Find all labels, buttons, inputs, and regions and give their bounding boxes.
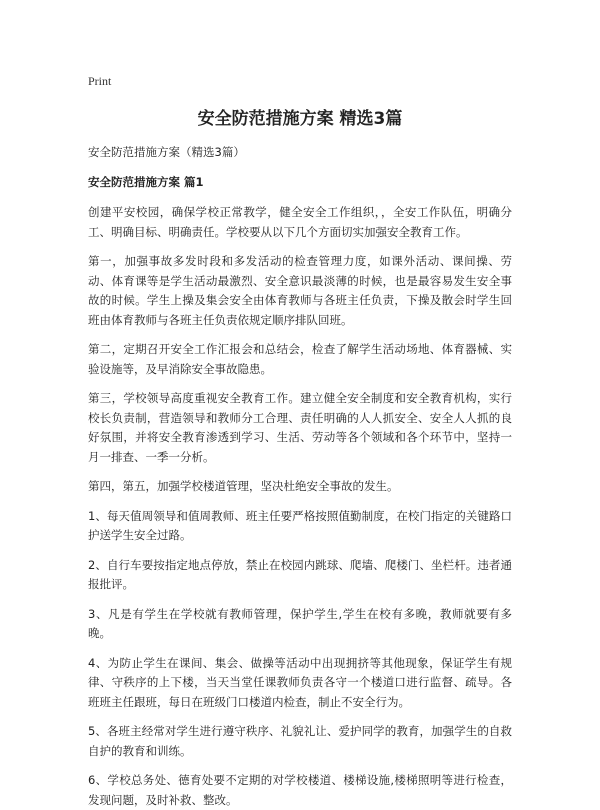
paragraph-intro: 创建平安校园，确保学校正常教学，健全安全工作组织，，全安工作队伍，明确分工、明确目标、明确责任。学校要从以下几个方面切实加强安全教育工作。 [88, 205, 512, 239]
paragraph-fourth-fifth: 第四，第五，加强学校楼道管理，坚决杜绝安全事故的发生。 [88, 479, 399, 493]
document-subtitle: 安全防范措施方案（精选3篇） [88, 145, 245, 159]
document-title: 安全防范措施方案 精选3篇 [197, 109, 403, 129]
section-heading: 安全防范措施方案 篇1 [88, 175, 204, 189]
print-link[interactable]: Print [88, 74, 112, 88]
paragraph-first: 第一，加强事故多发时段和多发活动的检查管理力度，如课外活动、课间操、劳动、体育课等是学生活动最激烈、安全意识最淡薄的时候，也是最容易发生安全事故的时候。学生上操及集会安全由体育教师与各班主任负责，下操及散会时学生回班由体育教师与各班主任负责依规定顺序排队回班。 [88, 254, 512, 327]
document-body [88, 203, 512, 810]
list-item-3: 3、凡是有学生在学校就有教师管理，保护学生,学生在校有多晚，教师就要有多晚。 [88, 606, 512, 640]
list-item-1: 1、每天值周领导和值周教师、班主任要严格按照值勤制度，在校门指定的关键路口护送学生安全过路。 [88, 508, 512, 542]
paragraph-second: 第二，定期召开安全工作汇报会和总结会，检查了解学生活动场地、体育器械、实验设施等，及早消除安全事故隐患。 [88, 342, 512, 376]
paragraph-third: 第三，学校领导高度重视安全教育工作。建立健全安全制度和安全教育机构，实行校长负责制，营造领导和教师分工合理、责任明确的人人抓安全、安全人人抓的良好氛围，并将安全教育渗透到学习、生活、劳动等各个领域和各个环节中，坚持一月一排查、一季一分析。 [88, 391, 512, 464]
list-item-2: 2、自行车要按指定地点停放，禁止在校园内跳球、爬墙、爬楼门、坐栏杆。违者通报批评。 [88, 557, 512, 591]
list-item-5: 5、各班主经常对学生进行遵守秩序、礼貌礼让、爱护同学的教育，加强学生的自救自护的教育和训练。 [88, 724, 512, 758]
list-item-4: 4、为防止学生在课间、集会、做操等活动中出现拥挤等其他现象，保证学生有规律、守秩序的上下楼，当天当堂任课教师负责各守一个楼道口进行监督、疏导。各班班主任跟班，每日在班级门口楼道内检查，制止不安全行为。 [88, 655, 512, 709]
list-item-6: 6、学校总务处、德育处要不定期的对学校楼道、楼梯设施,楼梯照明等进行检查，发现问题，及时补救、整改。 [88, 773, 512, 807]
